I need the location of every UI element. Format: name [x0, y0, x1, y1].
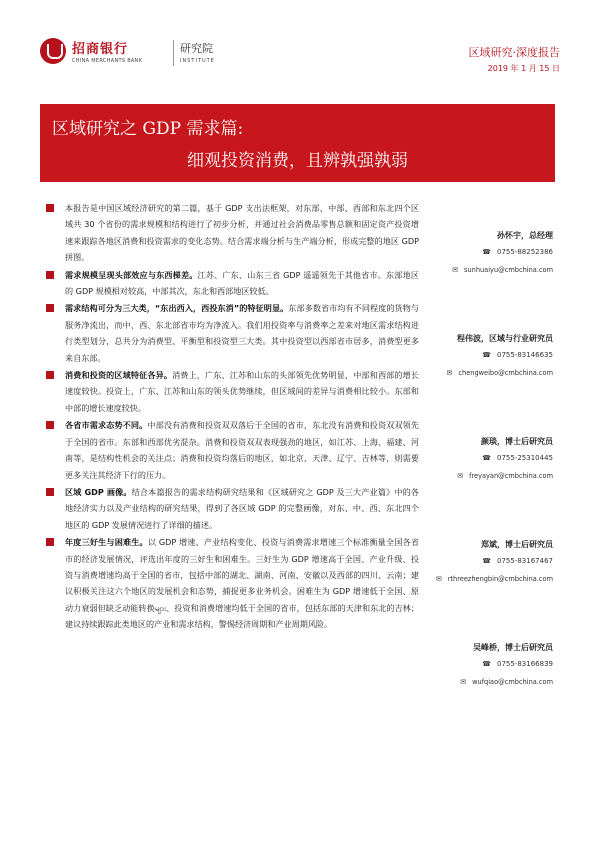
paragraph-text: 东部多数省市均有不同程度的货物与服务净流出，而中、西、东北部省市均为净流入。我们用投资率与消费率之差来对地区需求结构进行类型划分，总共分为消费型、平衡型和投资型三大类。其中投资型以西部省市居多，消费型更多来自东部。	[65, 303, 419, 363]
bullet-square-icon	[46, 538, 54, 546]
paragraph-text: 江苏、广东、山东三省 GDP 遥遥领先于其他省市。东部地区的 GDP 规模相对较高，中部其次，东北和西部地区较低。	[65, 269, 419, 297]
email-address[interactable]: wufqiao@cmbchina.com	[472, 678, 553, 686]
summary-paragraph	[46, 417, 419, 483]
logo-divider	[173, 40, 174, 66]
paragraph-text: 本报告是中国区域经济研究的第二篇，基于 GDP 支出法框架，对东部、中部、西部和东北四个区域共 30 个省份的需求规模和结构进行了初步分析，并通过社会消费品零售总额和固定资产投资增速来跟踪各地区消费和投资需求的变化态势。结合需求端分析与生产端分析，形成完整的地区 GDP 拼图。	[65, 203, 419, 263]
paragraph-text: 中部没有消费和投资双双落后于全国的省市，东北没有消费和投资双双领先于全国的省市。东部和西部优劣混杂。消费和投资双双表现强劲的地区，如江苏、上海、福建、河南等，是结构性机会的关注点；消费和投资均落后的地区，如北京、天津、辽宁、吉林等，则需要更多关注其经济下行的压力。	[65, 420, 419, 480]
email-address[interactable]: sunhuaiyu@cmbchina.com	[464, 266, 553, 274]
paragraph-heading: 区域 GDP 画像。	[65, 486, 132, 497]
paragraph-text: 以 GDP 增速、产业结构变化、投资与消费需求增速三个标准衡量全国各省市的经济发展情况，评选出年度的三好生和困难生。三好生为 GDP 增速高于全国、产业升级、投资与消费增速均高于全国的省市，包括中部的湖北、湖南、河南、安徽以及西部的四川、云南；建议积极关注这六个地区的发展机会和态势，捕捉更多业务机会。困难生为 GDP 增速低于全国、原动力衰弱但缺乏动能转换များ、投资和消费增速均低于全国的省市，包括东部的天津和东北的吉林；建议持续跟踪此类地区的产业和需求结构，警惕经济周期和产业周期风险。	[65, 537, 419, 630]
bullet-square-icon	[46, 271, 54, 279]
email-address[interactable]: rthreezhengbin@cmbchina.com	[447, 575, 553, 583]
analyst-name: 颜琰，博士后研究员	[481, 437, 553, 446]
phone-number: 0755-83167467	[497, 557, 553, 565]
email-address[interactable]: freyayan@cmbchina.com	[469, 472, 553, 480]
paragraph-heading: 各省市需求态势不同。	[65, 420, 148, 431]
cmb-logo-icon	[40, 38, 66, 64]
summary-column	[46, 200, 419, 634]
phone-icon: ☎	[482, 557, 492, 565]
analyst-card	[428, 642, 553, 745]
analyst-email[interactable]	[452, 266, 553, 274]
analyst-name: 吴峰桥，博士后研究员	[473, 643, 553, 652]
email-icon: ✉	[460, 678, 467, 686]
phone-icon: ☎	[482, 351, 492, 359]
analyst-email[interactable]	[460, 678, 553, 686]
summary-paragraph	[46, 200, 419, 266]
phone-number: 0755-25310445	[497, 454, 553, 462]
page-header	[40, 36, 560, 76]
report-date: 2019 年 1 月 15 日	[487, 64, 560, 73]
email-address[interactable]: chengweibo@cmbchina.com	[458, 369, 553, 377]
analyst-name: 孙怀宇，总经理	[497, 231, 553, 240]
analyst-name: 程伟波，区域与行业研究员	[457, 334, 553, 343]
analyst-card	[428, 539, 553, 642]
report-subtitle: 细观投资消费，且辨孰强孰弱	[187, 151, 408, 171]
analyst-column	[428, 230, 553, 745]
email-icon: ✉	[435, 575, 442, 583]
summary-paragraph	[46, 267, 419, 300]
paragraph-heading: 年度三好生与困难生。	[65, 537, 148, 548]
bullet-square-icon	[46, 371, 54, 379]
report-type: 区域研究·深度报告	[468, 46, 560, 59]
paragraph-heading: 消费和投资的区域特征各异。	[65, 370, 173, 381]
logo-text-cn: 招商银行	[72, 42, 129, 57]
analyst-card	[428, 333, 553, 436]
phone-number: 0755-83146635	[497, 351, 553, 359]
logo-text-en: CHINA MERCHANTS BANK	[72, 58, 143, 64]
summary-paragraph	[46, 534, 419, 632]
bullet-square-icon	[46, 204, 54, 212]
summary-paragraph	[46, 484, 419, 533]
analyst-email[interactable]	[447, 369, 553, 377]
summary-paragraph	[46, 300, 419, 366]
analyst-card	[428, 436, 553, 539]
analyst-phone	[482, 351, 553, 359]
paragraph-heading: 需求规模呈现头部效应与东西梯差。	[65, 269, 198, 280]
analyst-email[interactable]	[457, 472, 553, 480]
analyst-phone	[482, 248, 553, 256]
bullet-square-icon	[46, 488, 54, 496]
analyst-email[interactable]	[436, 575, 553, 583]
analyst-phone	[482, 454, 553, 462]
report-title: 区域研究之 GDP 需求篇:	[52, 119, 244, 139]
analyst-phone	[482, 660, 553, 668]
email-icon: ✉	[446, 369, 453, 377]
analyst-card	[428, 230, 553, 333]
phone-number: 0755-83166839	[497, 660, 553, 668]
paragraph-text: 消费上，广东、江苏和山东的头部领先优势明显，中部和西部的增长速度较快。投资上，广东、江苏和山东的领头优势继续，但区域间的差异与消费相比较小。东部和中部的增长速度较快。	[65, 370, 419, 413]
bullet-square-icon	[46, 304, 54, 312]
email-icon: ✉	[457, 472, 464, 480]
phone-number: 0755-88252386	[497, 248, 553, 256]
phone-icon: ☎	[482, 454, 492, 462]
phone-icon: ☎	[482, 248, 492, 256]
analyst-name: 郑斌，博士后研究员	[481, 540, 553, 549]
paragraph-heading: 需求结构可分为三大类，“东出西入，西投东消”的特征明显。	[65, 303, 289, 314]
paragraph-text: 结合本篇报告的需求结构研究结果和《区域研究之 GDP 及三大产业篇》中的各地经济实力以及产业结构的研究结果，得到了各区域 GDP 的完整画像，对东、中、西、东北四个地区的 GDP 发展情况进行了详细的描述。	[65, 486, 419, 530]
phone-icon: ☎	[482, 660, 492, 668]
bullet-square-icon	[46, 421, 54, 429]
institute-name-cn: 研究院	[180, 42, 213, 55]
email-icon: ✉	[452, 266, 459, 274]
summary-paragraph	[46, 367, 419, 416]
analyst-phone	[482, 557, 553, 565]
institute-name-en: INSTITUTE	[180, 58, 215, 64]
title-banner	[40, 104, 555, 182]
